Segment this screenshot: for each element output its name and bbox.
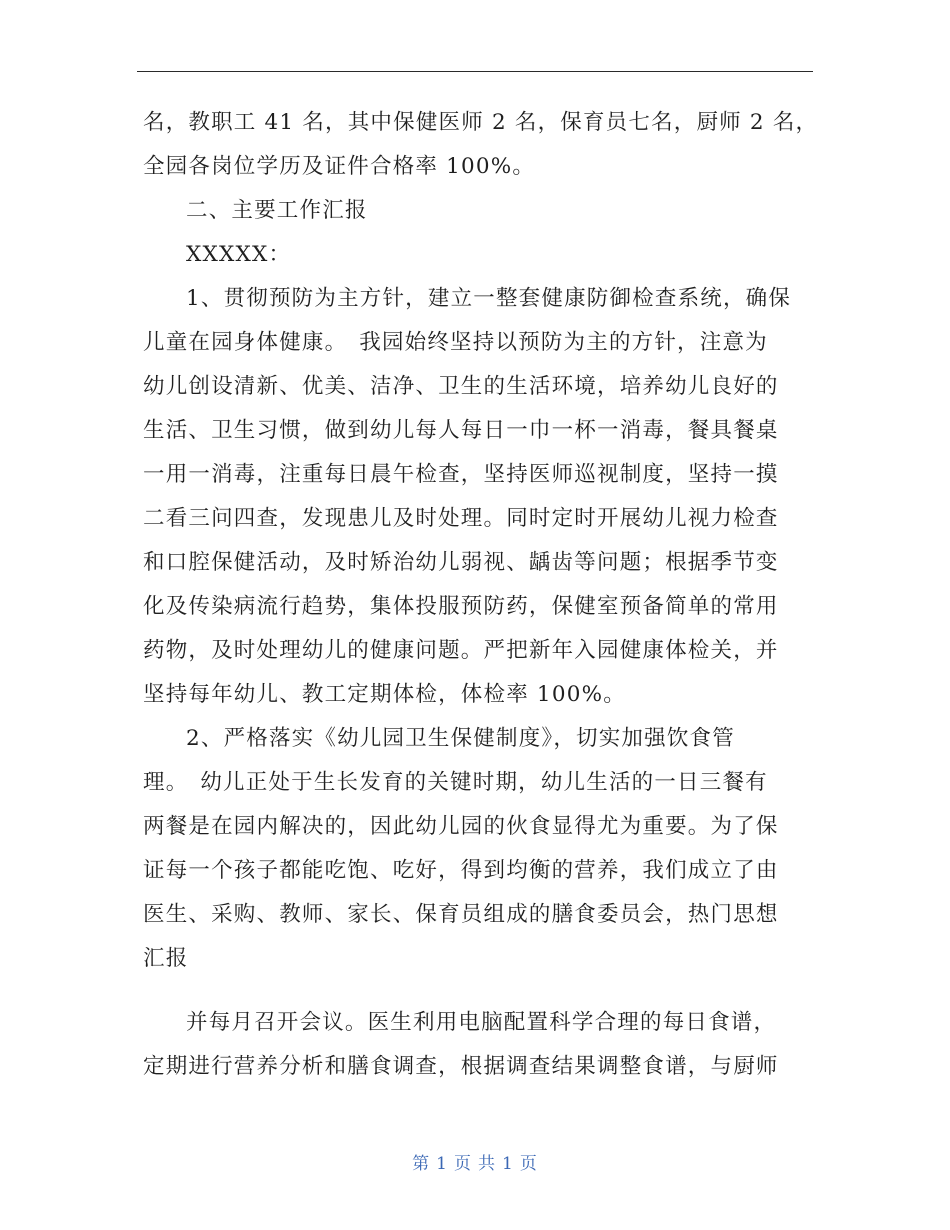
footer-suffix: 页: [519, 1154, 538, 1174]
header-rule: [137, 71, 813, 72]
text-line: 生活、卫生习惯，做到幼儿每人每日一巾一杯一消毒，餐具餐桌: [143, 418, 779, 443]
section-heading: 二、主要工作汇报: [186, 198, 368, 223]
text-line: 和口腔保健活动，及时矫治幼儿弱视、龋齿等问题；根据季节变: [143, 550, 779, 575]
text-line: 医生、采购、教师、家长、保育员组成的膳食委员会，热门思想: [143, 902, 779, 927]
text-line: 幼儿创设清新、优美、洁净、卫生的生活环境，培养幼儿良好的: [143, 374, 779, 399]
text-line: 一用一消毒，注重每日晨午检查，坚持医师巡视制度，坚持一摸: [143, 462, 779, 487]
text-line: 两餐是在园内解决的，因此幼儿园的伙食显得尤为重要。为了保: [143, 814, 779, 839]
text-line: 坚持每年幼儿、教工定期体检，体检率 100%。: [143, 682, 626, 707]
paragraph-start: 1、贯彻预防为主方针，建立一整套健康防御检查系统，确保: [186, 286, 792, 311]
text-line: 定期进行营养分析和膳食调查，根据调查结果调整食谱，与厨师: [143, 1054, 779, 1079]
text-line: 证每一个孩子都能吃饱、吃好，得到均衡的营养，我们成立了由: [143, 858, 779, 883]
text-line: 名，教职工 41 名，其中保健医师 2 名，保育员七名，厨师 2 名，: [143, 110, 819, 135]
footer-total-pages: 1: [502, 1154, 514, 1174]
footer-prefix: 第: [412, 1154, 431, 1174]
text-line: 二看三问四查，发现患儿及时处理。同时定时开展幼儿视力检查: [143, 506, 779, 531]
text-line: 药物，及时处理幼儿的健康问题。严把新年入园健康体检关，并: [143, 638, 779, 663]
footer-page-word: 页: [454, 1154, 472, 1174]
page-footer: [0, 1149, 950, 1174]
text-line: 化及传染病流行趋势，集体投服预防药，保健室预备简单的常用: [143, 594, 779, 619]
paragraph-start: 并每月召开会议。医生利用电脑配置科学合理的每日食谱，: [186, 1010, 777, 1035]
text-line: XXXXX：: [186, 242, 292, 267]
text-line: 全园各岗位学历及证件合格率 100%。: [143, 154, 536, 179]
text-line: 汇报: [143, 946, 189, 971]
footer-current-page: 1: [436, 1154, 448, 1174]
text-line: 儿童在园身体健康。 我园始终坚持以预防为主的方针，注意为: [143, 330, 768, 355]
footer-total-word: 共: [478, 1154, 496, 1174]
paragraph-start: 2、严格落实《幼儿园卫生保健制度》，切实加强饮食管: [186, 726, 735, 751]
text-line: 理。 幼儿正处于生长发育的关键时期，幼儿生活的一日三餐有: [143, 770, 768, 795]
document-body: [143, 101, 819, 1089]
